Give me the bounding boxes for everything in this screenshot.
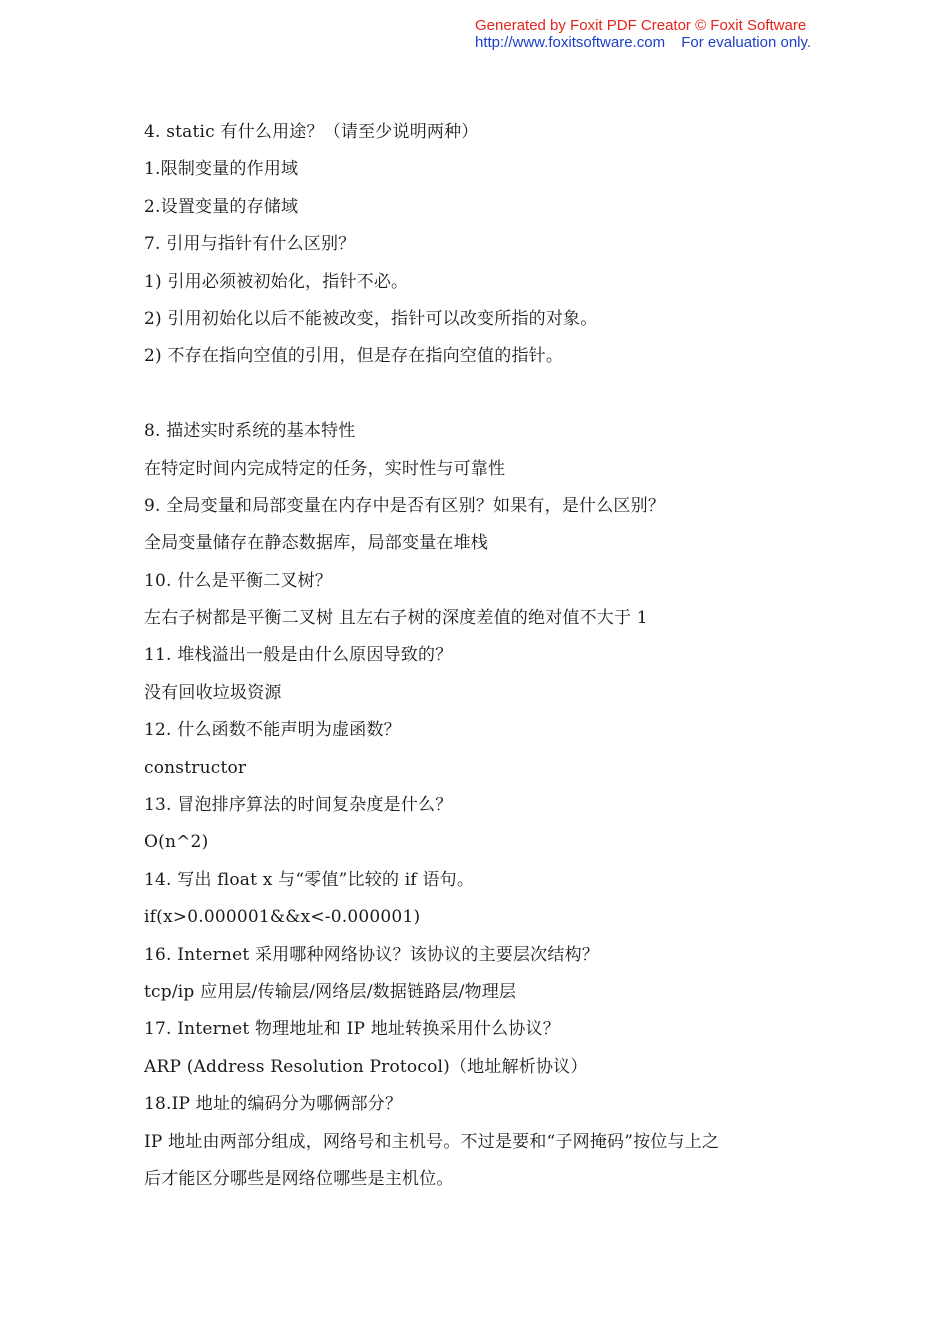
answer-line: 2) 引用初始化以后不能被改变，指针可以改变所指的对象。 — [144, 308, 598, 329]
answer-line: ARP (Address Resolution Protocol)（地址解析协议） — [144, 1056, 588, 1077]
question-balanced-tree: 10. 什么是平衡二叉树？ — [144, 570, 333, 591]
question-reference-pointer: 7. 引用与指针有什么区别？ — [144, 234, 356, 255]
answer-line: 全局变量储存在静态数据库，局部变量在堆栈 — [144, 533, 488, 554]
answer-line: if(x>0.000001&&x<-0.000001) — [144, 907, 421, 928]
question-ip-address-parts: 18.IP 地址的编码分为哪俩部分？ — [144, 1094, 403, 1115]
question-address-conversion: 17. Internet 物理地址和 IP 地址转换采用什么协议？ — [144, 1019, 560, 1040]
blank-line — [144, 376, 824, 413]
question-stack-overflow: 11. 堆栈溢出一般是由什么原因导致的？ — [144, 645, 453, 666]
answer-line: 2.设置变量的存储域 — [144, 196, 299, 217]
answer-line: 左右子树都是平衡二叉树 且左右子树的深度差值的绝对值不大于 1 — [144, 608, 648, 629]
watermark-url[interactable]: http://www.foxitsoftware.com — [475, 34, 666, 51]
answer-line: 在特定时间内完成特定的任务，实时性与可靠性 — [144, 458, 506, 479]
answer-line: 1.限制变量的作用域 — [144, 159, 299, 180]
document-body — [144, 114, 824, 1198]
question-float-zero: 14. 写出 float x 与“零值”比较的 if 语句。 — [144, 869, 475, 890]
answer-line: 1) 引用必须被初始化，指针不必。 — [144, 271, 409, 292]
answer-line: constructor — [144, 757, 247, 778]
answer-line: 2) 不存在指向空值的引用，但是存在指向空值的指针。 — [144, 346, 564, 367]
question-static: 4. static 有什么用途？（请至少说明两种） — [144, 122, 479, 142]
answer-line: 没有回收垃圾资源 — [144, 682, 282, 703]
question-realtime-system: 8. 描述实时系统的基本特性 — [144, 421, 356, 442]
question-internet-protocol: 16. Internet 采用哪种网络协议？该协议的主要层次结构？ — [144, 944, 599, 965]
foxit-watermark — [475, 17, 835, 51]
watermark-info-line — [475, 34, 835, 51]
watermark-evaluation-note: For evaluation only. — [681, 34, 812, 51]
question-virtual-function: 12. 什么函数不能声明为虚函数？ — [144, 720, 401, 741]
question-bubble-sort: 13. 冒泡排序算法的时间复杂度是什么？ — [144, 795, 453, 816]
answer-line: 后才能区分哪些是网络位哪些是主机位。 — [144, 1168, 454, 1189]
answer-line: IP 地址由两部分组成，网络号和主机号。不过是要和“子网掩码”按位与上之 — [144, 1131, 720, 1152]
answer-line: tcp/ip 应用层/传输层/网络层/数据链路层/物理层 — [144, 981, 517, 1002]
watermark-generator-text: Generated by Foxit PDF Creator © Foxit Software — [475, 17, 807, 34]
question-global-local-variable: 9. 全局变量和局部变量在内存中是否有区别？如果有，是什么区别？ — [144, 495, 666, 516]
answer-line: O(n^2) — [144, 832, 209, 853]
